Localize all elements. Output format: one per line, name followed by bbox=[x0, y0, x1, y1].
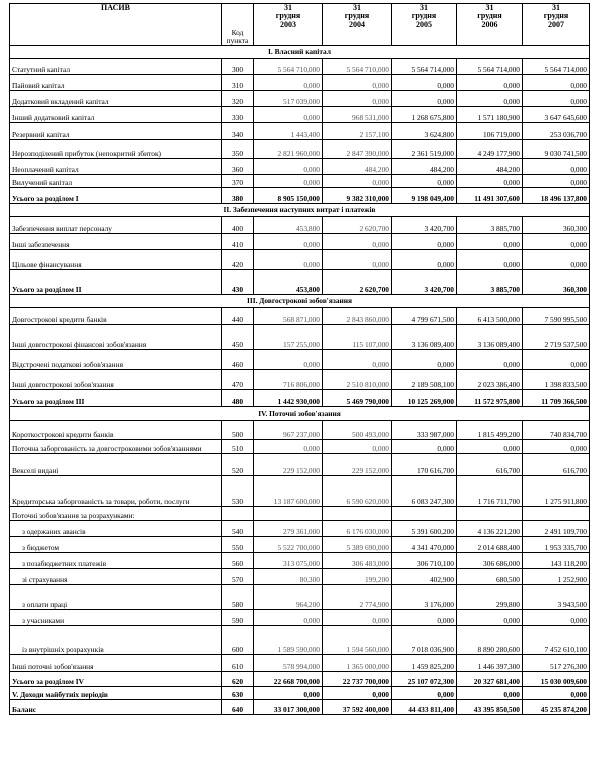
value-cell: 0,000 bbox=[457, 687, 523, 700]
value-cell: 106 719,000 bbox=[457, 123, 523, 140]
value-cell: 0,000 bbox=[323, 440, 392, 454]
row-code: 310 bbox=[222, 75, 254, 91]
value-cell: 9 198 049,400 bbox=[392, 188, 457, 204]
value-cell: 25 107 072,300 bbox=[392, 672, 457, 687]
value-cell: 0,000 bbox=[323, 75, 392, 91]
value-cell: 500 493,000 bbox=[323, 421, 392, 440]
row-label: Усього за розділом І bbox=[10, 188, 222, 204]
value-cell: 0,000 bbox=[254, 75, 323, 91]
section-title: ІІ. Забезпечення наступних витрат і платежів bbox=[10, 204, 590, 217]
value-cell: 0,000 bbox=[254, 440, 323, 454]
value-cell: 8 905 150,000 bbox=[254, 188, 323, 204]
row-code: 550 bbox=[222, 537, 254, 553]
value-cell: 517 039,000 bbox=[254, 91, 323, 107]
section-title: І. Власний капітал bbox=[10, 46, 590, 59]
table-row bbox=[10, 626, 590, 655]
value-cell: 5 564 710,000 bbox=[254, 59, 323, 75]
value-cell: 33 017 300,000 bbox=[254, 700, 323, 715]
value-cell: 4 249 177,900 bbox=[457, 140, 523, 159]
value-cell: 3 176,000 bbox=[392, 585, 457, 610]
value-cell: 2 847 390,000 bbox=[323, 140, 392, 159]
empty-cell bbox=[222, 507, 254, 521]
row-label: Баланс bbox=[10, 700, 222, 715]
table-row bbox=[10, 107, 590, 123]
value-cell: 0,000 bbox=[323, 234, 392, 250]
value-cell: 1 252,900 bbox=[523, 569, 590, 585]
row-label: Пайовий капітал bbox=[10, 75, 222, 91]
value-cell: 5 389 690,000 bbox=[323, 537, 392, 553]
row-label: Вилучений капітал bbox=[10, 175, 222, 188]
value-cell: 1 459 825,200 bbox=[392, 655, 457, 672]
table-body bbox=[10, 46, 590, 715]
table-row bbox=[10, 521, 590, 537]
value-cell: 0,000 bbox=[523, 350, 590, 370]
value-cell: 199,200 bbox=[323, 569, 392, 585]
table-row bbox=[10, 59, 590, 75]
value-cell: 0,000 bbox=[254, 175, 323, 188]
value-cell: 360,300 bbox=[523, 270, 590, 295]
value-cell: 1 275 911,800 bbox=[523, 476, 590, 507]
value-cell: 1 589 590,000 bbox=[254, 626, 323, 655]
value-cell: 6 083 247,300 bbox=[392, 476, 457, 507]
row-code: 320 bbox=[222, 91, 254, 107]
header-row bbox=[10, 4, 590, 46]
value-cell: 333 987,000 bbox=[392, 421, 457, 440]
table-row bbox=[10, 91, 590, 107]
value-cell: 2 189 508,100 bbox=[392, 370, 457, 390]
row-code: 380 bbox=[222, 188, 254, 204]
section-row bbox=[10, 46, 590, 59]
value-cell: 143 118,200 bbox=[523, 553, 590, 569]
value-cell: 299,800 bbox=[457, 585, 523, 610]
row-label: Цільове фінансування bbox=[10, 250, 222, 270]
row-code: 520 bbox=[222, 454, 254, 476]
value-cell: 313 075,000 bbox=[254, 553, 323, 569]
total-row bbox=[10, 687, 590, 700]
row-label: Нерозподілений прибуток (непокритий збиток) bbox=[10, 140, 222, 159]
section-title: IV. Поточні зобов'язання bbox=[10, 407, 590, 421]
row-code: 340 bbox=[222, 123, 254, 140]
table-row bbox=[10, 325, 590, 350]
value-cell: 3 136 089,400 bbox=[392, 325, 457, 350]
value-cell: 2 157,100 bbox=[323, 123, 392, 140]
row-code: 460 bbox=[222, 350, 254, 370]
subheading-row bbox=[10, 507, 590, 521]
value-cell: 0,000 bbox=[392, 75, 457, 91]
row-label: Поточні зобов'язання за розрахунками: bbox=[10, 507, 222, 521]
header-year: 31 грудня 2003 bbox=[254, 4, 323, 46]
row-label: Усього за розділом ІІ bbox=[10, 270, 222, 295]
row-label: із внутрішніх розрахунків bbox=[10, 626, 222, 655]
empty-cell bbox=[323, 507, 392, 521]
table-row bbox=[10, 217, 590, 234]
header-year: 31 грудня 2005 bbox=[392, 4, 457, 46]
value-cell: 5 564 710,000 bbox=[323, 59, 392, 75]
value-cell: 3 624,800 bbox=[392, 123, 457, 140]
row-label: Додатковий вкладений капітал bbox=[10, 91, 222, 107]
value-cell: 22 737 700,000 bbox=[323, 672, 392, 687]
value-cell: 0,000 bbox=[392, 350, 457, 370]
total-row bbox=[10, 188, 590, 204]
row-code: 470 bbox=[222, 370, 254, 390]
row-label: зі страхування bbox=[10, 569, 222, 585]
value-cell: 8 890 280,600 bbox=[457, 626, 523, 655]
value-cell: 0,000 bbox=[523, 687, 590, 700]
value-cell: 680,500 bbox=[457, 569, 523, 585]
value-cell: 2 620,700 bbox=[323, 270, 392, 295]
header-title: ПАСИВ bbox=[10, 4, 222, 46]
table-row bbox=[10, 440, 590, 454]
value-cell: 20 327 681,400 bbox=[457, 672, 523, 687]
value-cell: 157 255,000 bbox=[254, 325, 323, 350]
value-cell: 1 716 711,700 bbox=[457, 476, 523, 507]
value-cell: 2 014 688,400 bbox=[457, 537, 523, 553]
value-cell: 45 235 874,200 bbox=[523, 700, 590, 715]
table-row bbox=[10, 476, 590, 507]
value-cell: 4 341 470,000 bbox=[392, 537, 457, 553]
empty-cell bbox=[523, 507, 590, 521]
value-cell: 7 018 036,900 bbox=[392, 626, 457, 655]
table-row bbox=[10, 234, 590, 250]
row-code: 480 bbox=[222, 390, 254, 407]
value-cell: 5 564 714,000 bbox=[392, 59, 457, 75]
value-cell: 5 469 790,000 bbox=[323, 390, 392, 407]
value-cell: 22 668 700,000 bbox=[254, 672, 323, 687]
total-row bbox=[10, 700, 590, 715]
row-code: 420 bbox=[222, 250, 254, 270]
value-cell: 3 136 089,400 bbox=[457, 325, 523, 350]
value-cell: 3 420,700 bbox=[392, 270, 457, 295]
value-cell: 0,000 bbox=[323, 175, 392, 188]
row-code: 640 bbox=[222, 700, 254, 715]
value-cell: 0,000 bbox=[392, 440, 457, 454]
value-cell: 0,000 bbox=[392, 250, 457, 270]
value-cell: 0,000 bbox=[323, 610, 392, 626]
value-cell: 2 620,700 bbox=[323, 217, 392, 234]
value-cell: 229 152,000 bbox=[254, 454, 323, 476]
row-code: 410 bbox=[222, 234, 254, 250]
value-cell: 964,200 bbox=[254, 585, 323, 610]
value-cell: 0,000 bbox=[323, 350, 392, 370]
row-label: з одержаних авансів bbox=[10, 521, 222, 537]
table-row bbox=[10, 140, 590, 159]
empty-cell bbox=[457, 507, 523, 521]
row-label: Інші поточні зобов'язання bbox=[10, 655, 222, 672]
value-cell: 2 719 537,500 bbox=[523, 325, 590, 350]
table-row bbox=[10, 308, 590, 325]
value-cell: 0,000 bbox=[523, 610, 590, 626]
value-cell: 3 943,500 bbox=[523, 585, 590, 610]
value-cell: 5 564 714,000 bbox=[457, 59, 523, 75]
value-cell: 43 395 850,500 bbox=[457, 700, 523, 715]
value-cell: 0,000 bbox=[323, 250, 392, 270]
row-label: Усього за розділом IV bbox=[10, 672, 222, 687]
empty-cell bbox=[254, 507, 323, 521]
value-cell: 0,000 bbox=[254, 687, 323, 700]
value-cell: 0,000 bbox=[457, 350, 523, 370]
value-cell: 2 843 860,000 bbox=[323, 308, 392, 325]
row-code: 620 bbox=[222, 672, 254, 687]
value-cell: 5 522 700,000 bbox=[254, 537, 323, 553]
table-row bbox=[10, 370, 590, 390]
value-cell: 0,000 bbox=[254, 610, 323, 626]
value-cell: 0,000 bbox=[254, 250, 323, 270]
value-cell: 253 036,700 bbox=[523, 123, 590, 140]
value-cell: 0,000 bbox=[392, 234, 457, 250]
table-row bbox=[10, 175, 590, 188]
row-code: 570 bbox=[222, 569, 254, 585]
value-cell: 0,000 bbox=[457, 175, 523, 188]
value-cell: 1 594 560,000 bbox=[323, 626, 392, 655]
value-cell: 967 237,000 bbox=[254, 421, 323, 440]
value-cell: 11 572 975,800 bbox=[457, 390, 523, 407]
row-label: Векселі видані bbox=[10, 454, 222, 476]
row-label: з позабюджетних платежів bbox=[10, 553, 222, 569]
row-code: 590 bbox=[222, 610, 254, 626]
header-code-label: Код пункта bbox=[226, 28, 249, 46]
value-cell: 6 413 500,000 bbox=[457, 308, 523, 325]
row-label: Кредиторська заборгованість за товари, роботи, послуги bbox=[10, 476, 222, 507]
table-row bbox=[10, 553, 590, 569]
row-code: 500 bbox=[222, 421, 254, 440]
row-code: 370 bbox=[222, 175, 254, 188]
value-cell: 484,200 bbox=[457, 159, 523, 175]
row-label: Статутний капітал bbox=[10, 59, 222, 75]
value-cell: 18 496 137,800 bbox=[523, 188, 590, 204]
value-cell: 3 647 645,600 bbox=[523, 107, 590, 123]
header-year: 31 грудня 2007 bbox=[523, 4, 590, 46]
section-title: ІІІ. Довгострокові зобов'язання bbox=[10, 295, 590, 308]
value-cell: 44 433 811,400 bbox=[392, 700, 457, 715]
row-label: Інші забезпечення bbox=[10, 234, 222, 250]
value-cell: 1 398 833,500 bbox=[523, 370, 590, 390]
value-cell: 0,000 bbox=[523, 75, 590, 91]
value-cell: 578 994,000 bbox=[254, 655, 323, 672]
row-label: Усього за розділом ІІІ bbox=[10, 390, 222, 407]
value-cell: 2 821 960,000 bbox=[254, 140, 323, 159]
value-cell: 2 774,900 bbox=[323, 585, 392, 610]
value-cell: 0,000 bbox=[457, 91, 523, 107]
row-code: 610 bbox=[222, 655, 254, 672]
value-cell: 517 276,300 bbox=[523, 655, 590, 672]
value-cell: 3 885,700 bbox=[457, 270, 523, 295]
row-code: 330 bbox=[222, 107, 254, 123]
row-label: з оплати праці bbox=[10, 585, 222, 610]
value-cell: 716 806,000 bbox=[254, 370, 323, 390]
value-cell: 10 125 269,000 bbox=[392, 390, 457, 407]
table-row bbox=[10, 537, 590, 553]
value-cell: 0,000 bbox=[457, 250, 523, 270]
value-cell: 568 871,000 bbox=[254, 308, 323, 325]
value-cell: 0,000 bbox=[392, 687, 457, 700]
value-cell: 306 686,000 bbox=[457, 553, 523, 569]
value-cell: 0,000 bbox=[523, 159, 590, 175]
header-year: 31 грудня 2004 bbox=[323, 4, 392, 46]
value-cell: 0,000 bbox=[254, 107, 323, 123]
value-cell: 453,800 bbox=[254, 217, 323, 234]
table-row bbox=[10, 159, 590, 175]
value-cell: 2 023 386,400 bbox=[457, 370, 523, 390]
value-cell: 15 030 009,600 bbox=[523, 672, 590, 687]
header-code bbox=[222, 4, 254, 46]
row-code: 560 bbox=[222, 553, 254, 569]
value-cell: 1 365 000,000 bbox=[323, 655, 392, 672]
value-cell: 115 107,000 bbox=[323, 325, 392, 350]
value-cell: 0,000 bbox=[457, 440, 523, 454]
value-cell: 11 491 307,600 bbox=[457, 188, 523, 204]
row-code: 350 bbox=[222, 140, 254, 159]
value-cell: 1 443,400 bbox=[254, 123, 323, 140]
value-cell: 0,000 bbox=[457, 75, 523, 91]
value-cell: 229 152,000 bbox=[323, 454, 392, 476]
value-cell: 0,000 bbox=[392, 175, 457, 188]
section-row bbox=[10, 407, 590, 421]
value-cell: 170 616,700 bbox=[392, 454, 457, 476]
value-cell: 1 268 675,800 bbox=[392, 107, 457, 123]
row-label: з бюджетом bbox=[10, 537, 222, 553]
section-row bbox=[10, 295, 590, 308]
header-year: 31 грудня 2006 bbox=[457, 4, 523, 46]
row-code: 430 bbox=[222, 270, 254, 295]
empty-cell bbox=[392, 507, 457, 521]
value-cell: 0,000 bbox=[523, 440, 590, 454]
row-code: 580 bbox=[222, 585, 254, 610]
row-code: 630 bbox=[222, 687, 254, 700]
value-cell: 0,000 bbox=[523, 91, 590, 107]
row-label: Інший додатковий капітал bbox=[10, 107, 222, 123]
value-cell: 616,700 bbox=[457, 454, 523, 476]
value-cell: 2 361 519,000 bbox=[392, 140, 457, 159]
value-cell: 11 709 366,500 bbox=[523, 390, 590, 407]
value-cell: 0,000 bbox=[254, 159, 323, 175]
value-cell: 360,300 bbox=[523, 217, 590, 234]
value-cell: 484,200 bbox=[323, 159, 392, 175]
row-code: 400 bbox=[222, 217, 254, 234]
value-cell: 0,000 bbox=[254, 350, 323, 370]
row-label: V. Доходи майбутніх періодів bbox=[10, 687, 222, 700]
total-row bbox=[10, 672, 590, 687]
value-cell: 7 590 995,500 bbox=[523, 308, 590, 325]
value-cell: 37 592 400,000 bbox=[323, 700, 392, 715]
total-row bbox=[10, 270, 590, 295]
table-row bbox=[10, 75, 590, 91]
row-code: 300 bbox=[222, 59, 254, 75]
value-cell: 1 571 180,900 bbox=[457, 107, 523, 123]
row-code: 450 bbox=[222, 325, 254, 350]
value-cell: 2 491 109,700 bbox=[523, 521, 590, 537]
value-cell: 1 446 397,300 bbox=[457, 655, 523, 672]
value-cell: 402,900 bbox=[392, 569, 457, 585]
value-cell: 4 136 221,200 bbox=[457, 521, 523, 537]
value-cell: 3 885,700 bbox=[457, 217, 523, 234]
table-row bbox=[10, 655, 590, 672]
table-row bbox=[10, 569, 590, 585]
balance-sheet bbox=[9, 3, 590, 715]
value-cell: 13 187 600,000 bbox=[254, 476, 323, 507]
value-cell: 0,000 bbox=[323, 687, 392, 700]
value-cell: 1 815 499,200 bbox=[457, 421, 523, 440]
row-label: Поточна заборгованість за довгостроковими зобов'язаннями bbox=[10, 440, 222, 454]
row-code: 530 bbox=[222, 476, 254, 507]
row-code: 540 bbox=[222, 521, 254, 537]
table-row bbox=[10, 350, 590, 370]
value-cell: 1 953 335,700 bbox=[523, 537, 590, 553]
value-cell: 6 590 620,000 bbox=[323, 476, 392, 507]
value-cell: 7 452 610,100 bbox=[523, 626, 590, 655]
value-cell: 4 799 671,500 bbox=[392, 308, 457, 325]
value-cell: 0,000 bbox=[254, 234, 323, 250]
row-label: Забезпечення виплат персоналу bbox=[10, 217, 222, 234]
row-label: Резервний капітал bbox=[10, 123, 222, 140]
value-cell: 0,000 bbox=[523, 234, 590, 250]
value-cell: 0,000 bbox=[392, 91, 457, 107]
row-label: Інші довгострокові фінансові зобов'язання bbox=[10, 325, 222, 350]
row-label: Короткострокові кредити банків bbox=[10, 421, 222, 440]
value-cell: 453,800 bbox=[254, 270, 323, 295]
value-cell: 484,200 bbox=[392, 159, 457, 175]
value-cell: 5 391 600,200 bbox=[392, 521, 457, 537]
row-code: 600 bbox=[222, 626, 254, 655]
row-code: 440 bbox=[222, 308, 254, 325]
total-row bbox=[10, 390, 590, 407]
section-row bbox=[10, 204, 590, 217]
value-cell: 0,000 bbox=[457, 610, 523, 626]
value-cell: 6 176 030,000 bbox=[323, 521, 392, 537]
value-cell: 0,000 bbox=[457, 234, 523, 250]
value-cell: 306 710,100 bbox=[392, 553, 457, 569]
value-cell: 5 564 714,000 bbox=[523, 59, 590, 75]
table-row bbox=[10, 123, 590, 140]
value-cell: 0,000 bbox=[523, 175, 590, 188]
value-cell: 740 834,700 bbox=[523, 421, 590, 440]
row-label: Довгострокові кредити банків bbox=[10, 308, 222, 325]
table-row bbox=[10, 250, 590, 270]
value-cell: 9 382 310,000 bbox=[323, 188, 392, 204]
value-cell: 9 030 741,500 bbox=[523, 140, 590, 159]
table-row bbox=[10, 585, 590, 610]
value-cell: 616,700 bbox=[523, 454, 590, 476]
value-cell: 968 531,000 bbox=[323, 107, 392, 123]
row-label: Інші довгострокові зобов'язання bbox=[10, 370, 222, 390]
value-cell: 80,300 bbox=[254, 569, 323, 585]
value-cell: 306 483,000 bbox=[323, 553, 392, 569]
liabilities-table bbox=[9, 3, 590, 715]
table-row bbox=[10, 610, 590, 626]
value-cell: 0,000 bbox=[523, 250, 590, 270]
row-label: Неоплачений капітал bbox=[10, 159, 222, 175]
value-cell: 0,000 bbox=[392, 610, 457, 626]
value-cell: 1 442 930,000 bbox=[254, 390, 323, 407]
row-code: 510 bbox=[222, 440, 254, 454]
table-row bbox=[10, 454, 590, 476]
table-row bbox=[10, 421, 590, 440]
value-cell: 279 361,000 bbox=[254, 521, 323, 537]
value-cell: 0,000 bbox=[323, 91, 392, 107]
row-label: з учасниками bbox=[10, 610, 222, 626]
row-label: Відстрочені податкові зобов'язання bbox=[10, 350, 222, 370]
row-code: 360 bbox=[222, 159, 254, 175]
value-cell: 2 510 810,000 bbox=[323, 370, 392, 390]
value-cell: 3 420,700 bbox=[392, 217, 457, 234]
